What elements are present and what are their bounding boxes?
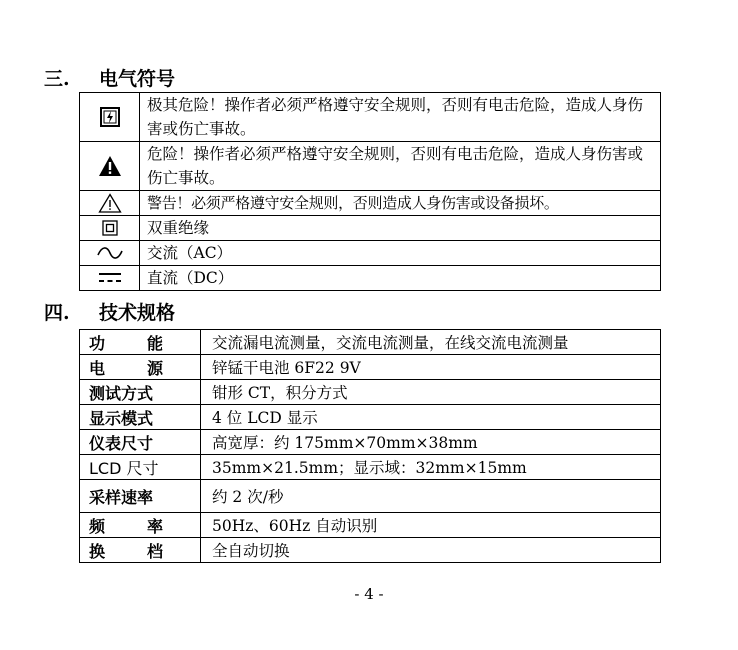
spec-row [80, 380, 661, 405]
symbol-description: 直流（DC） [140, 266, 661, 291]
symbol-row [80, 241, 661, 266]
spec-value: 钳形 CT，积分方式 [201, 380, 661, 405]
spec-value: 高宽厚：约 175mm×70mm×38mm [201, 430, 661, 455]
symbol-row [80, 216, 661, 241]
symbol-row [80, 142, 661, 191]
spec-label: 换 档 [80, 538, 201, 563]
symbol-description: 警告！必须严格遵守安全规则，否则造成人身伤害或设备损坏。 [140, 191, 661, 216]
spec-value: 50Hz、60Hz 自动识别 [201, 513, 661, 538]
spec-value: 约 2 次/秒 [201, 480, 661, 513]
spec-label: 电 源 [80, 355, 201, 380]
section-title: 技术规格 [99, 302, 176, 324]
spec-label: 采样速率 [80, 480, 201, 513]
spec-row [80, 355, 661, 380]
spec-value: 4 位 LCD 显示 [201, 405, 661, 430]
spec-value: 交流漏电流测量，交流电流测量，在线交流电流测量 [201, 330, 661, 355]
spec-row [80, 430, 661, 455]
symbol-description: 极其危险！操作者必须严格遵守安全规则，否则有电击危险，造成人身伤害或伤亡事故。 [140, 93, 661, 142]
section-3-heading [44, 64, 175, 91]
symbol-row [80, 93, 661, 142]
double-insulation-icon [80, 220, 139, 236]
spec-value: 全自动切换 [201, 538, 661, 563]
section-number: 四. [44, 302, 70, 324]
spec-row [80, 330, 661, 355]
section-number: 三. [44, 68, 70, 90]
filled-warning-triangle-icon [80, 155, 139, 177]
outline-warning-triangle-icon [80, 193, 139, 213]
spec-row [80, 538, 661, 563]
spec-label: 频 率 [80, 513, 201, 538]
symbol-description: 危险！操作者必须严格遵守安全规则，否则有电击危险，造成人身伤害或伤亡事故。 [140, 142, 661, 191]
section-4-heading [44, 298, 175, 325]
spec-row [80, 513, 661, 538]
section-title: 电气符号 [99, 68, 176, 90]
spec-row [80, 480, 661, 513]
lightning-box-icon [80, 107, 139, 127]
symbol-row [80, 191, 661, 216]
symbol-description: 交流（AC） [140, 241, 661, 266]
spec-row [80, 405, 661, 430]
symbols-table [79, 92, 661, 291]
ac-wave-icon [80, 247, 139, 259]
dc-symbol-icon [80, 271, 139, 285]
page-number: - 4 - [354, 585, 384, 603]
specs-table [79, 329, 661, 563]
spec-value: 35mm×21.5mm；显示域：32mm×15mm [201, 455, 661, 480]
spec-label: 功 能 [80, 330, 201, 355]
symbol-row [80, 266, 661, 291]
spec-label: 测试方式 [80, 380, 201, 405]
spec-label: 仪表尺寸 [80, 430, 201, 455]
spec-label: 显示模式 [80, 405, 201, 430]
spec-label: LCD 尺寸 [80, 455, 201, 480]
symbol-description: 双重绝缘 [140, 216, 661, 241]
spec-value: 锌锰干电池 6F22 9V [201, 355, 661, 380]
spec-row [80, 455, 661, 480]
